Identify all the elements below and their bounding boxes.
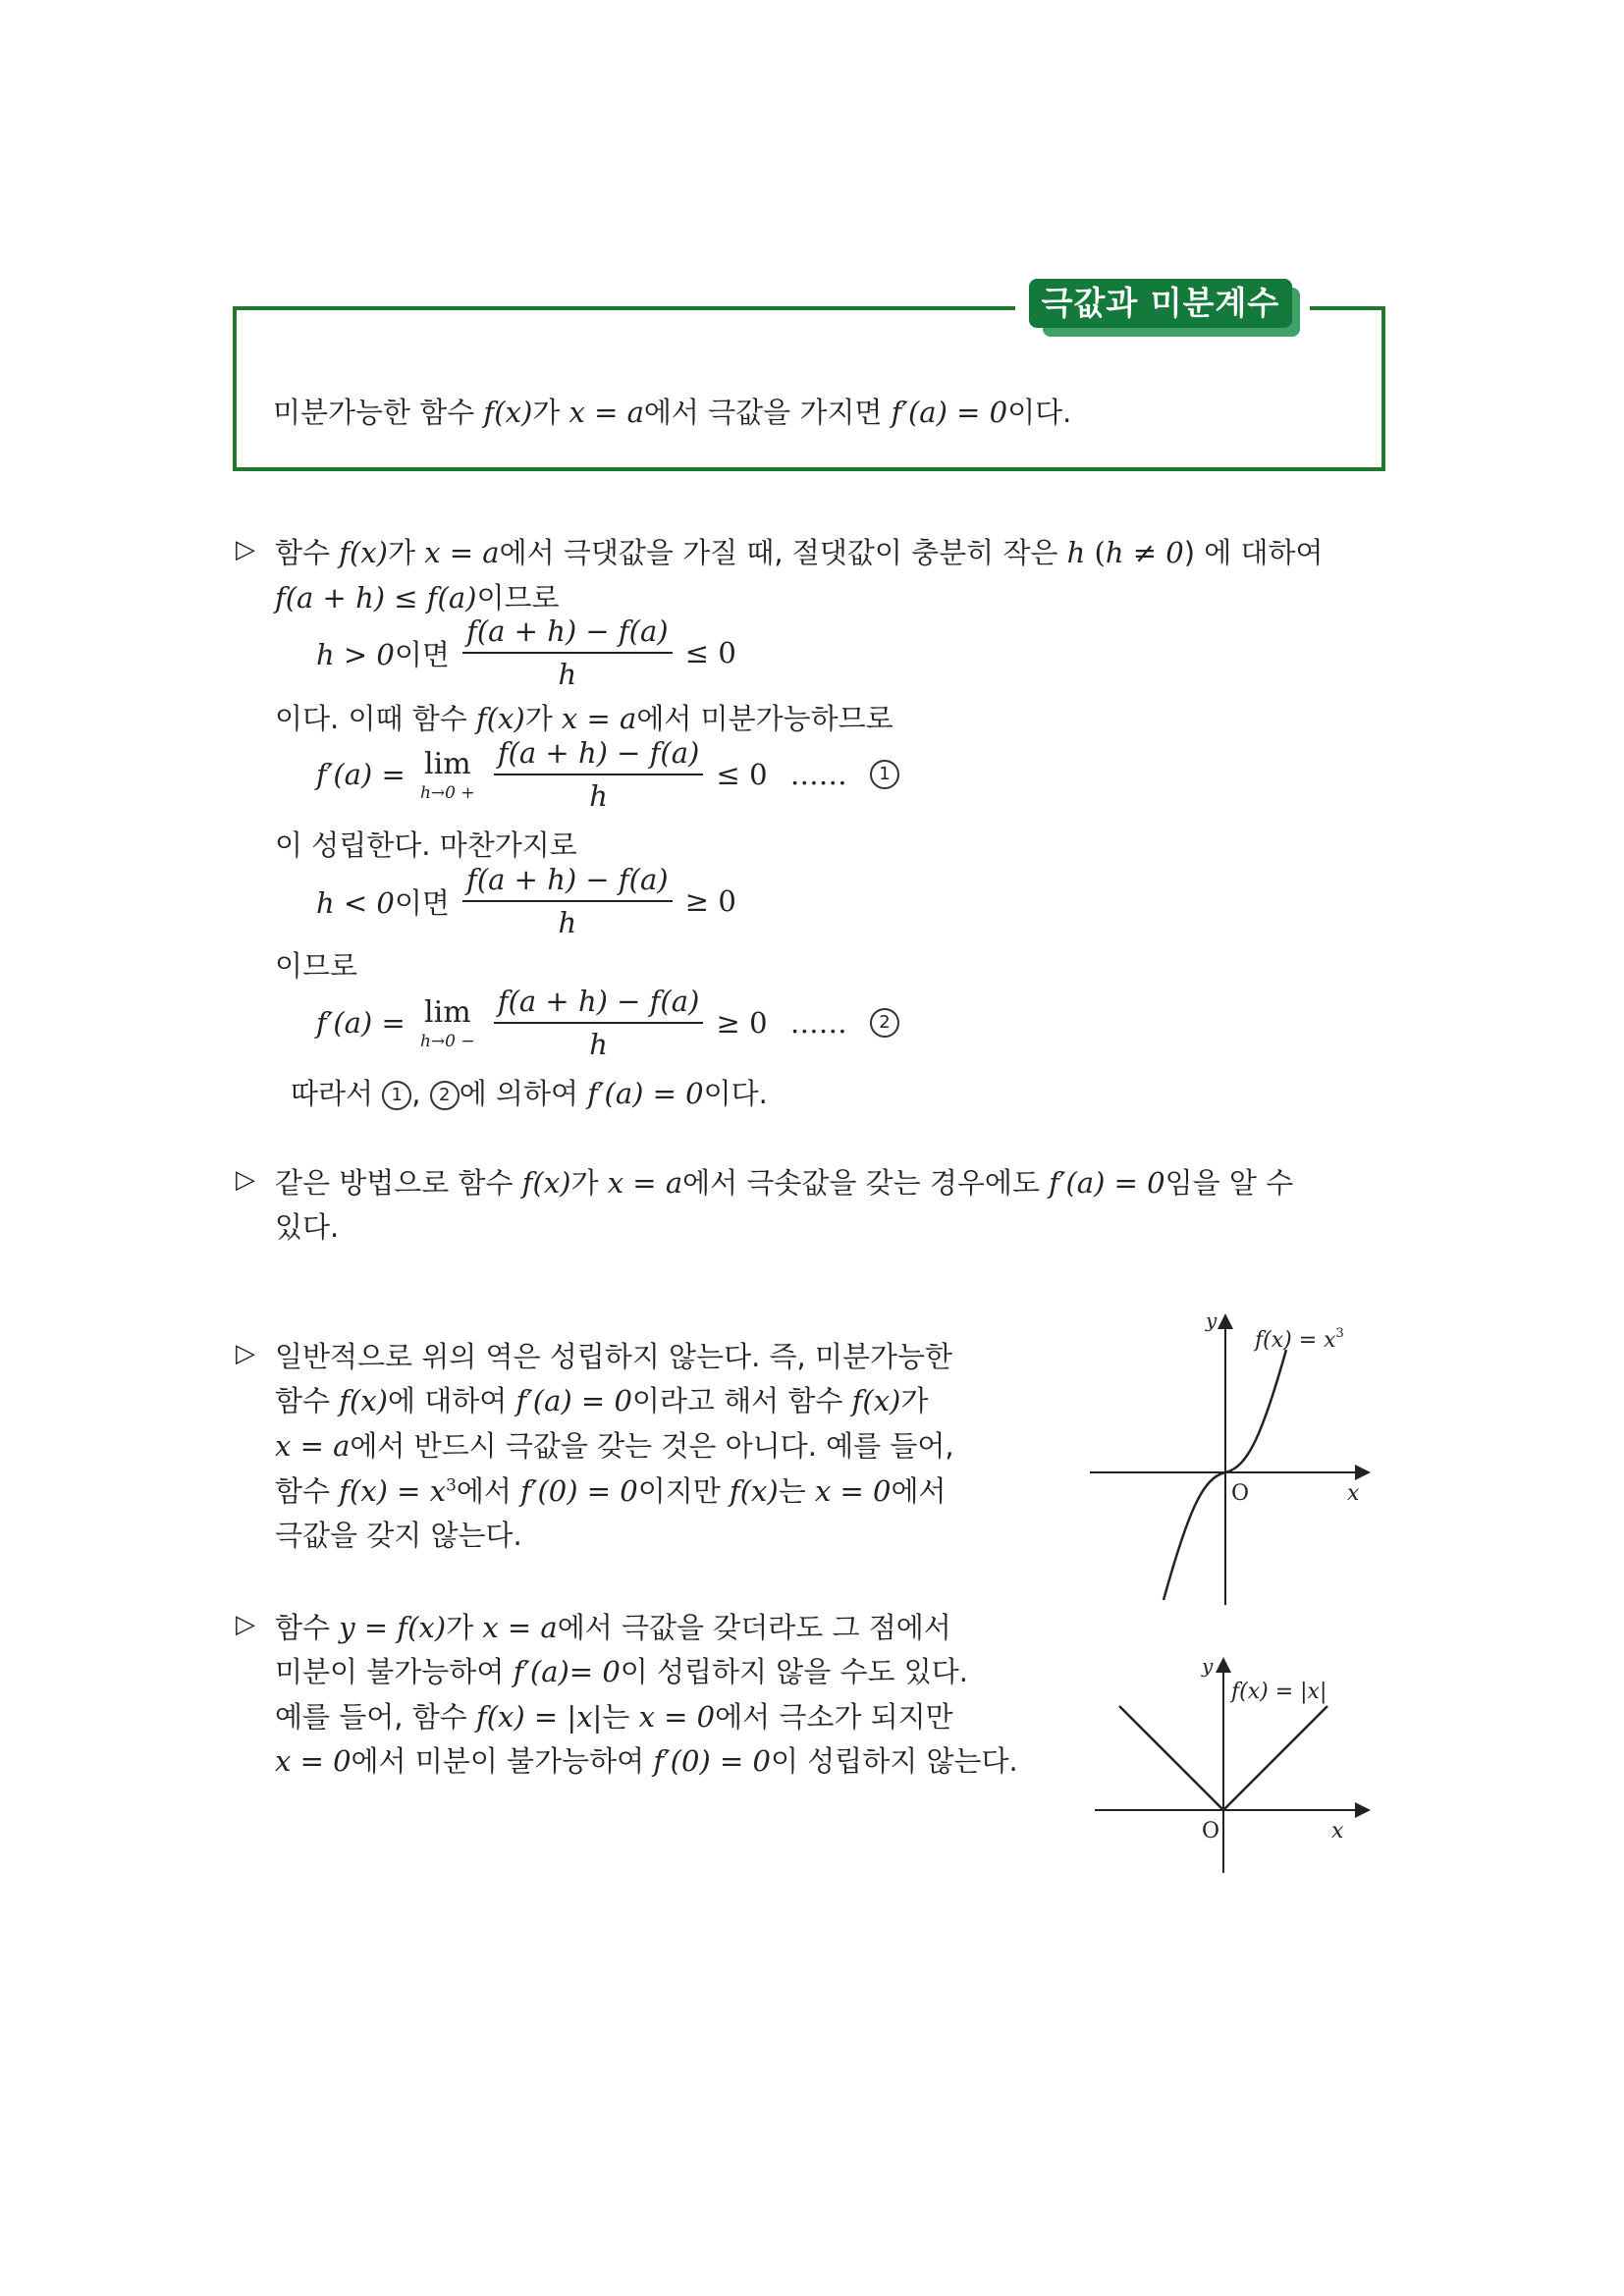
proof-line-2: f(a + h) ≤ f(a)이므로	[275, 581, 560, 614]
nondiff-line-2: 미분이 불가능하여 f′(a)= 0이 성립하지 않을 수도 있다.	[275, 1655, 969, 1688]
case-h-positive: h > 0이면 $\frac{f(a + h) - f(a)}{h}$ ≤ 0	[316, 614, 736, 691]
bullet-triangle: ▷	[236, 1610, 255, 1639]
bullet-triangle: ▷	[236, 1339, 255, 1368]
difference-quotient: $\frac{f(a + h) - f(a)}{h}$	[462, 614, 672, 691]
limit-left: f′(a) = lim h→0 − $\frac{f(a + h) - f(a)}{h}$ ≥ 0 …… 2	[316, 985, 899, 1061]
cubic-graph	[1080, 1306, 1375, 1610]
limit-right: f′(a) = lim h→0 + $\frac{f(a + h) - f(a)}{h}$ ≤ 0 …… 1	[316, 736, 899, 813]
proof-line-so: 이므로	[275, 949, 358, 983]
nondiff-line-4: x = 0에서 미분이 불가능하여 f′(0) = 0이 성립하지 않는다.	[275, 1744, 1018, 1778]
equation-number-2: 2	[870, 1008, 899, 1038]
proof-line-then: 이다. 이때 함수 f(x)가 x = a에서 미분가능하므로	[275, 702, 893, 735]
x-axis-label: x	[1347, 1481, 1360, 1506]
theorem-badge: 극값과 미분계수	[1029, 279, 1292, 328]
y-axis-label: y	[1202, 1654, 1214, 1678]
minimum-note-line-2: 있다.	[275, 1210, 340, 1244]
origin-label: O	[1202, 1819, 1220, 1843]
x-axis-label: x	[1331, 1819, 1344, 1843]
equation-number-1: 1	[870, 760, 899, 789]
abs-graph	[1090, 1649, 1375, 1875]
converse-line-5: 극값을 갖지 않는다.	[275, 1519, 522, 1552]
y-axis-label: y	[1206, 1308, 1218, 1332]
minimum-note-line-1: 같은 방법으로 함수 f(x)가 x = a에서 극솟값을 갖는 경우에도 f′(a) = 0임을 알 수	[275, 1166, 1294, 1200]
proof-conclusion: 따라서 1 , 2 에 의하여 f′(a) = 0이다.	[291, 1077, 768, 1110]
abs-function-label: f(x) = |x|	[1231, 1680, 1327, 1704]
converse-line-3: x = a에서 반드시 극값을 갖는 것은 아니다. 예를 들어,	[275, 1429, 954, 1463]
converse-line-4: 함수 $f(x) = x^3$에서 f′(0) = 0이지만 f(x)는 x = 0에서	[275, 1474, 947, 1508]
bullet-triangle: ▷	[236, 1165, 255, 1195]
nondiff-line-1: 함수 y = f(x)가 x = a에서 극값을 갖더라도 그 점에서	[275, 1611, 951, 1644]
case-h-negative: h < 0이면 $\frac{f(a + h) - f(a)}{h}$ ≥ 0	[316, 863, 736, 939]
proof-line-1: 함수 f(x)가 x = a에서 극댓값을 가질 때, 절댓값이 충분히 작은 h (h ≠ 0) 에 대하여	[275, 536, 1324, 569]
converse-line-2: 함수 f(x)에 대하여 f′(a) = 0이라고 해서 함수 f(x)가	[275, 1384, 929, 1417]
proof-line-holds: 이 성립한다. 마찬가지로	[275, 828, 577, 862]
cubic-function-label: $f(x) = x^3$	[1255, 1326, 1344, 1353]
converse-line-1: 일반적으로 위의 역은 성립하지 않는다. 즉, 미분가능한	[275, 1340, 953, 1373]
bullet-triangle: ▷	[236, 535, 255, 564]
theorem-statement: 미분가능한 함수 f(x)가 x = a에서 극값을 가지면 f′(a) = 0이다.	[273, 396, 1072, 429]
origin-label: O	[1231, 1481, 1250, 1506]
nondiff-line-3: 예를 들어, 함수 f(x) = |x|는 x = 0에서 극소가 되지만	[275, 1700, 953, 1734]
